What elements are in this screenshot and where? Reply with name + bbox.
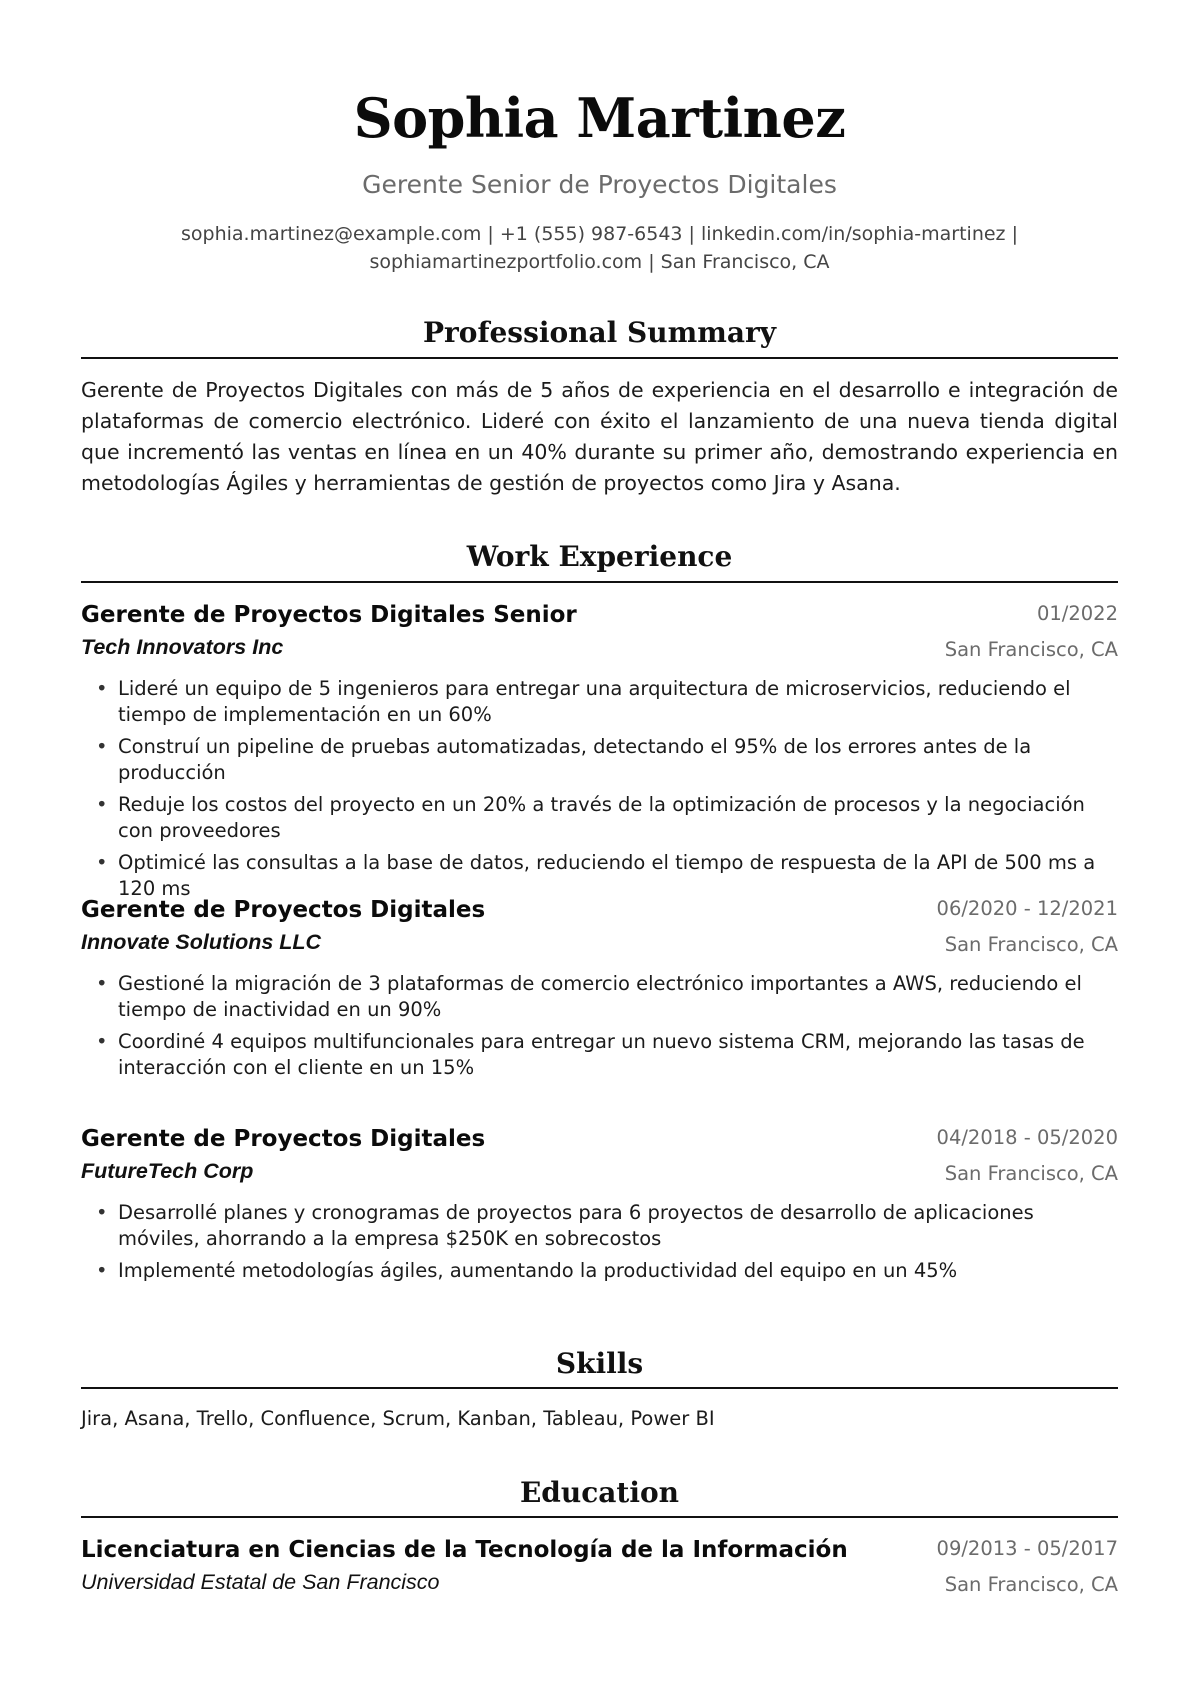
list-item: • Construí un pipeline de pruebas automatizadas, detectando el 95% de los errores antes de la producción (81, 734, 1118, 786)
job-date: 01/2022 (1036, 602, 1118, 625)
summary-text: Gerente de Proyectos Digitales con más de 5 años de experiencia en el desarrollo e integración de plataformas de comercio electrónico. Lideré con éxito el lanzamiento de una nueva tienda digital que incrementó las ventas en línea en un 40% durante su primer año, demostrando experiencia en metodologías Ágiles y herramientas de gestión de proyectos como Jira y Asana. (81, 378, 1118, 495)
contact-line-2: sophiamartinezportfolio.com | San Francisco, CA (369, 251, 830, 273)
job-bullets (81, 676, 1118, 908)
list-item: • Coordiné 4 equipos multifuncionales para entregar un nuevo sistema CRM, mejorando las tasas de interacción con el cliente en un 15% (81, 1029, 1118, 1081)
job-company: Innovate Solutions LLC (81, 930, 322, 954)
candidate-headline: Gerente Senior de Proyectos Digitales (362, 170, 837, 199)
section-divider (81, 357, 1118, 359)
contact-info (81, 220, 1118, 276)
job-location: San Francisco, CA (944, 933, 1118, 956)
section-title-summary: Professional Summary (422, 316, 777, 349)
job-title: Gerente de Proyectos Digitales (81, 897, 486, 923)
job-bullets (81, 971, 1118, 1087)
job-date: 04/2018 - 05/2020 (936, 1126, 1118, 1149)
section-title-education: Education (519, 1476, 680, 1509)
list-item: • Gestioné la migración de 3 plataformas de comercio electrónico importantes a AWS, reduciendo el tiempo de inactividad en un 90% (81, 971, 1118, 1023)
education-date: 09/2013 - 05/2017 (936, 1537, 1118, 1560)
contact-line-1: sophia.martinez@example.com | +1 (555) 987-6543 | linkedin.com/in/sophia-martinez | (181, 223, 1018, 245)
section-title-experience: Work Experience (466, 540, 733, 573)
job-date: 06/2020 - 12/2021 (936, 897, 1118, 920)
job-title: Gerente de Proyectos Digitales Senior (81, 602, 577, 628)
list-item: • Desarrollé planes y cronogramas de proyectos para 6 proyectos de desarrollo de aplicaciones móviles, ahorrando a la empresa $250K en sobrecostos (81, 1200, 1118, 1252)
job-bullets (81, 1200, 1118, 1290)
section-divider (81, 581, 1118, 583)
list-item: • Reduje los costos del proyecto en un 20% a través de la optimización de procesos y la negociación con proveedores (81, 792, 1118, 844)
section-divider (81, 1516, 1118, 1518)
job-title: Gerente de Proyectos Digitales (81, 1126, 486, 1152)
education-location: San Francisco, CA (944, 1573, 1118, 1596)
job-company: FutureTech Corp (81, 1159, 254, 1183)
job-location: San Francisco, CA (944, 638, 1118, 661)
section-title-skills: Skills (555, 1347, 644, 1380)
list-item: • Implementé metodologías ágiles, aumentando la productividad del equipo en un 45% (81, 1258, 1118, 1284)
skills-list: Jira, Asana, Trello, Confluence, Scrum, Kanban, Tableau, Power BI (81, 1407, 715, 1430)
list-item: • Optimicé las consultas a la base de datos, reduciendo el tiempo de respuesta de la API de 500 ms a 120 ms (81, 850, 1118, 902)
candidate-name: Sophia Martinez (353, 86, 846, 150)
list-item: • Lideré un equipo de 5 ingenieros para entregar una arquitectura de microservicios, reduciendo el tiempo de implementación en un 60% (81, 676, 1118, 728)
job-company: Tech Innovators Inc (81, 635, 284, 659)
job-location: San Francisco, CA (944, 1162, 1118, 1185)
section-divider (81, 1387, 1118, 1389)
degree-title: Licenciatura en Ciencias de la Tecnología de la Información (81, 1537, 848, 1563)
school-name: Universidad Estatal de San Francisco (81, 1570, 440, 1594)
